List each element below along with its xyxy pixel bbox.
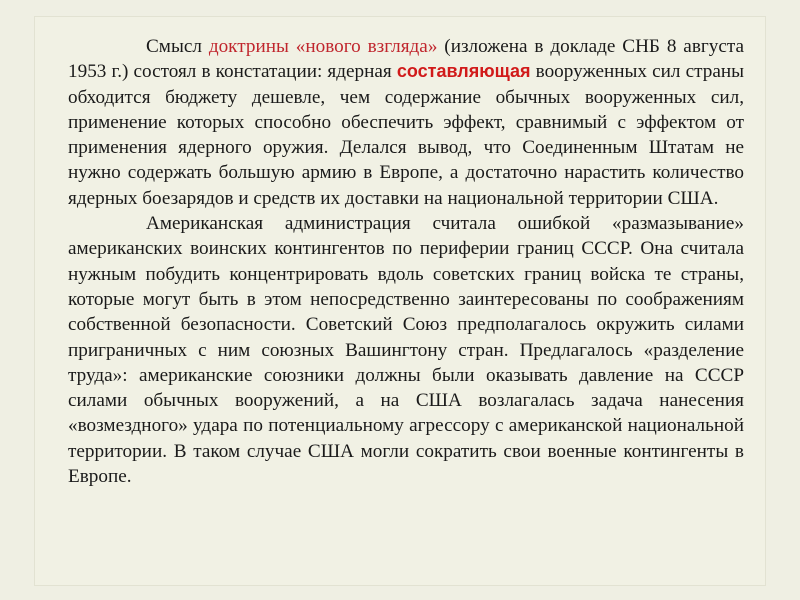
paragraph-doctrine-text-2: (изложена в докладе СНБ 8 августа 1953 г.) состоял в констатации: ядерная xyxy=(68,36,744,83)
slide-body xyxy=(68,34,744,489)
paragraph-doctrine xyxy=(68,34,744,211)
paragraph-administration: Американская администрация считала ошибкой «размазывание» американских воинских контингентов по периферии границ СССР. Она считала нужным побудить концентрировать вдоль советских границ войска те страны, которые могут быть в этом непосредственно заинтересованы по соображениям собственной безопасности. Советский Союз предполагалось окружить силами приграничных с ним союзных Вашингтону стран. Предлагалось «разделение труда»: американские союзники должны были оказывать давление на СССР силами обычных вооружений, а на США возлагалась задача нанесения «возмездного» удара по потенциальному агрессору с американской национальной территории. В таком случае США могли сократить свои военные контингенты в Европе. xyxy=(68,213,744,488)
paragraph-doctrine-text-3: вооруженных сил страны обходится бюджету дешевле, чем содержание обычных вооруженных сил, применение которых способно обеспечить эффект, сравнимый с эффектом от применения ядерного оружия. Делался вывод, что Соединенным Штатам не нужно содержать большую армию в Европе, а достаточно нарастить количество ядерных боезарядов и средств их доставки на национальной территории США. xyxy=(68,61,744,209)
doctrine-highlight: доктрины «нового взгляда» xyxy=(208,36,438,57)
paragraph-doctrine-text-1: Смысл xyxy=(146,36,209,57)
component-highlight: составляющая xyxy=(396,61,531,82)
